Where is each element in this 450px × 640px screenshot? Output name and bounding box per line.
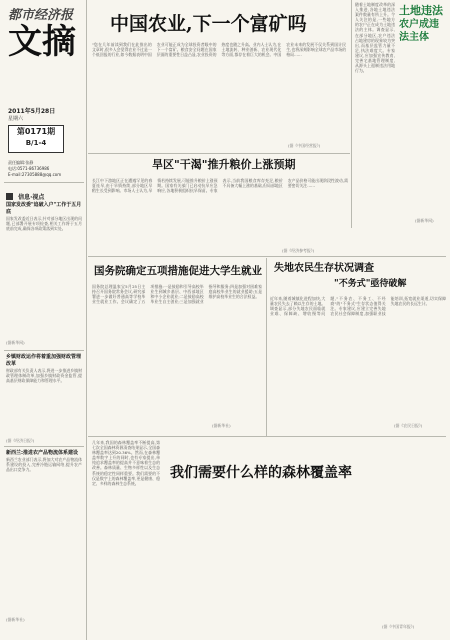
brief-body: 新西兰农业部门表示,将加大对农产品物流体系建设的投入,完善冷链运输网络,提升农产品出口竞争力。 xyxy=(6,457,82,473)
side-title-line: 农户成违法主体 xyxy=(399,19,439,43)
forest-body xyxy=(166,490,342,630)
edu-body: 国务院总理温家宝5月25日主持召开国务院常务会议,研究部署进一步做好普通高等学校毕业生就业工作。会议确定了五项措施:一是鼓励和引导高校毕业生到城乡基层、中西部地区和中小企业就业;二是鼓励高校毕业生自主创业;三是加强就业指导和服务;四是加强对困难家庭高校毕业生的就业援助;五是维护高校毕业生的合法权益。 xyxy=(92,284,262,305)
edu-source: (据新华社) xyxy=(212,423,231,428)
brief-title: 国家发改委"追破入户"工作于五月底 xyxy=(6,202,82,215)
forest-body-right xyxy=(350,440,446,620)
issue-number: 第0171期 xyxy=(16,127,56,136)
side-title xyxy=(399,4,447,44)
issue-pages: B/1-4 xyxy=(25,139,47,147)
issue-date: 2011年5月28日 xyxy=(8,108,56,115)
issue-weekday: 星期六 xyxy=(8,116,24,122)
forest-article xyxy=(92,440,446,636)
middle-body: 长江中下游地区正在遭遇罕见的春夏连旱,由于旱情持续,部分地区早稻生长受到影响。市场人士认为,旱情若持续发展,可能推升粮价上涨预期。国家有关部门已启动抗旱应急响应,各地积极组织抗旱保苗。专家表示,当前我国粮食库存充足,粮价不具备大幅上涨的基础,但局部地区农产品价格可能出现阶段性波动,需要密切关注…… xyxy=(92,178,348,194)
lead-body: "您在几年前读到我们在此推出的文章时,很多人会觉得农业不过是一个低回报的行业,如今数据表明中国农业可能正成为全球投资者眼中的下一个富矿。粮食安全问题在国家层面的重要性日益凸显,农业投资的热度也随之升高。业内人士认为,在土地流转、种业创新、农业现代化等方面,都存在着巨大的机会。中国农业未来的发展不仅关系到国计民生,也将深刻影响全球农产品市场的格局…… xyxy=(92,42,346,58)
forest-source: (据《中国青年报》) xyxy=(382,624,415,629)
brief-body: 财政部有关负责人表示,将进一步推进乡镇财政管理体制改革,加强乡镇财政资金监管,提高基层财政保障能力和管理水平。 xyxy=(6,368,82,384)
forest-body-left: 几年来,我国的森林覆盖率不断提高,第七次全国森林资源清查结果显示,全国森林覆盖率达到20.36%。然而,在森林覆盖率数字上升的同时,也有专家提出,单纯追求覆盖率的提高并不意味着生态的改善。森林质量、生物多样性以及生态系统的稳定性同样重要。我们需要的不仅是数字上的森林覆盖率,更是健康、稳定、多样的森林生态系统。 xyxy=(92,440,160,486)
column-marker-icon xyxy=(6,193,13,200)
issue-number-box xyxy=(8,125,64,153)
side-body: 随着土地制度改革的深入推进,各地土地违法案件数量有所上升。令人关注的是,一些地方的农户正在成为土地违法的主体。调查显示,在部分地区,农户违法占地建房的现象较为突出,而基层监管力量不足,执法难度大。专家建议,应加强宣传教育,完善宅基地管理制度,从源头上遏制违法用地行为。 xyxy=(355,2,395,74)
brief-article xyxy=(6,354,82,444)
brief-source: (据新华网) xyxy=(6,340,25,345)
brief-article xyxy=(6,202,82,346)
masthead xyxy=(2,2,84,152)
brief-title: 乡镇财政运作将着重加强财政管理改革 xyxy=(6,354,82,367)
farmers-subtitle: "不务式"亟待破解 xyxy=(334,279,407,289)
middle-title: 旱区"干渴"推升粮价上涨预期 xyxy=(152,158,296,171)
editor-phone: 电话:0571-86736986 xyxy=(8,166,50,171)
farmers-body: 近年来,随着城镇化进程加快,大量农民失去了赖以生存的土地。调查显示,部分失地农民面临就业难、保障缺、增收慢等问题,"不务农、不务工、不经商"的"不务式"生存状态值得关注。专家建议,应建立完善失地农民社会保障制度,加强职业技能培训,拓宽就业渠道,切实保障失地农民的长远生计。 xyxy=(270,296,446,317)
lead-source: (据《中国经营报》) xyxy=(288,143,321,148)
middle-article xyxy=(92,156,348,254)
brief-source: (据《经济日报》) xyxy=(6,438,35,443)
section-title: 文摘 xyxy=(8,22,76,62)
editor-name: 责任编辑:张静 xyxy=(8,160,34,165)
lead-title: 中国农业,下一个富矿吗 xyxy=(110,13,307,35)
side-body-continued xyxy=(399,122,447,218)
brief-body: 国家发改委近日表示,针对部分地区出现的问题,已部署开展专项检查,相关工作将于五月底前完成,确保各项政策落到实处。 xyxy=(6,216,82,232)
brief-article xyxy=(6,450,82,623)
farmers-source: (据《农民日报》) xyxy=(394,423,423,428)
middle-source: (据《经济参考报》) xyxy=(282,248,315,253)
side-title-line: 土地违法 xyxy=(399,4,443,17)
edu-article xyxy=(92,260,262,432)
editor-email: E-mail:27305888@qq.com xyxy=(8,172,62,177)
column-title-text: 信息·视点 xyxy=(18,194,45,201)
side-article xyxy=(355,2,447,226)
side-source: (据新华网) xyxy=(415,218,434,223)
column-title xyxy=(6,186,82,201)
forest-title: 我们需要什么样的森林覆盖率 xyxy=(170,465,352,481)
brief-source: (据新华社) xyxy=(6,617,25,622)
paper-name: 都市经济报 xyxy=(8,8,74,23)
farmers-article xyxy=(270,260,446,432)
editor-info xyxy=(8,160,82,178)
farmers-title: 失地农民生存状况调查 xyxy=(274,263,374,274)
lead-article xyxy=(92,2,346,150)
brief-title: 新西兰:推进农产品物流体系建设 xyxy=(6,450,79,456)
edu-title: 国务院确定五项措施促进大学生就业 xyxy=(94,265,262,277)
